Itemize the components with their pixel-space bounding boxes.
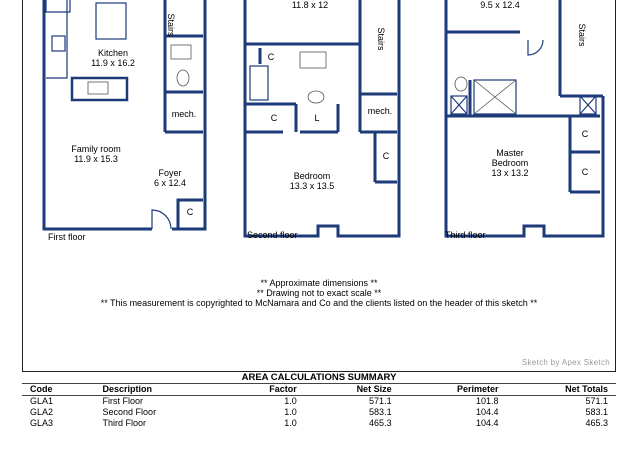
vanity xyxy=(300,52,326,68)
stairs-label: Stairs xyxy=(166,13,176,37)
room-dims: 13.3 x 13.5 xyxy=(289,181,335,191)
sketch-credit: Sketch by Apex Sketch xyxy=(521,358,610,367)
cell-net-size: 583.1 xyxy=(369,407,392,417)
cell-factor: 1.0 xyxy=(284,407,297,417)
table-row xyxy=(22,407,616,418)
note-copyright: ** This measurement is copyrighted to McNamara and Co and the clients listed on the header of this sketch ** xyxy=(100,298,538,308)
front-bedroom-dims: 11.8 x 12 xyxy=(291,0,329,10)
cell-perimeter: 104.4 xyxy=(476,418,499,428)
stairs-label: Stairs xyxy=(577,23,587,47)
column-header-perimeter: Perimeter xyxy=(400,384,507,396)
first-floor-label: First floor xyxy=(48,232,86,242)
coat-closet-label: C xyxy=(186,207,194,217)
area-summary xyxy=(22,372,616,429)
closet-label: C xyxy=(581,167,589,177)
closet-label: C xyxy=(581,129,589,139)
note-scale: ** Drawing not to exact scale ** xyxy=(256,288,382,298)
third-floor-label: Third floor xyxy=(445,230,486,240)
foyer-label xyxy=(140,168,200,188)
closet-label: C xyxy=(267,52,275,62)
room-name: Family room xyxy=(71,144,121,154)
upper-room-door-swing xyxy=(528,40,543,55)
column-header-description: Description xyxy=(95,384,224,396)
sketch-notes xyxy=(22,278,616,308)
table-row xyxy=(22,418,616,429)
column-header-code: Code xyxy=(22,384,95,396)
toilet xyxy=(308,91,324,103)
powder-sink xyxy=(171,45,191,59)
mech-label: mech. xyxy=(171,109,197,119)
cell-net-totals: 571.1 xyxy=(585,396,608,406)
kitchen-peninsula xyxy=(72,78,127,100)
cell-net-totals: 465.3 xyxy=(585,418,608,428)
front-room-dims: 9.5 x 12.4 xyxy=(480,0,520,10)
column-header-factor: Factor xyxy=(224,384,305,396)
cell-description: First Floor xyxy=(102,396,144,406)
cell-factor: 1.0 xyxy=(284,418,297,428)
room-dims: 13 x 13.2 xyxy=(491,168,529,178)
mech-label: mech. xyxy=(367,106,393,116)
area-table xyxy=(22,383,616,429)
toilet xyxy=(455,77,467,91)
cell-description: Third Floor xyxy=(102,418,147,428)
note-approximate: ** Approximate dimensions ** xyxy=(260,278,378,288)
room-dims: 11.9 x 16.2 xyxy=(91,58,135,68)
closet-label: C xyxy=(382,151,390,161)
column-header-net-size: Net Size xyxy=(305,384,400,396)
front-door-swing xyxy=(152,210,171,229)
family-room-label xyxy=(56,144,136,164)
room-dims: 6 x 12.4 xyxy=(153,178,187,188)
summary-title: AREA CALCULATIONS SUMMARY xyxy=(241,372,397,383)
bedroom-label xyxy=(272,171,352,191)
second-floor-label: Second floor xyxy=(247,230,298,240)
room-name: Kitchen xyxy=(97,48,129,58)
first-floor-outer-wall-left xyxy=(44,0,152,229)
cell-net-size: 465.3 xyxy=(369,418,392,428)
kitchen-range xyxy=(52,36,65,51)
cell-net-totals: 583.1 xyxy=(585,407,608,417)
room-name: Foyer xyxy=(158,168,182,178)
cell-net-size: 571.1 xyxy=(369,396,392,406)
kitchen-label xyxy=(74,48,152,68)
room-dims: 11.9 x 15.3 xyxy=(74,154,118,164)
room-name: Bedroom xyxy=(293,171,331,181)
kitchen-sink xyxy=(88,82,108,94)
column-header-net-totals: Net Totals xyxy=(507,384,616,396)
bathtub xyxy=(250,66,268,100)
cell-factor: 1.0 xyxy=(284,396,297,406)
room-name: Master Bedroom xyxy=(491,148,529,168)
kitchen-island xyxy=(96,3,126,39)
table-header-row xyxy=(22,384,616,396)
cell-code: GLA2 xyxy=(30,407,54,417)
stairs-label: Stairs xyxy=(376,27,386,51)
cell-code: GLA3 xyxy=(30,418,54,428)
cell-perimeter: 104.4 xyxy=(476,407,499,417)
linen-closet-label: L xyxy=(314,113,320,123)
cell-code: GLA1 xyxy=(30,396,54,406)
closet-label: C xyxy=(270,113,278,123)
cell-description: Second Floor xyxy=(102,407,157,417)
table-row xyxy=(22,396,616,408)
cell-perimeter: 101.8 xyxy=(476,396,499,406)
master-bedroom-label xyxy=(478,148,542,178)
powder-toilet xyxy=(177,70,189,86)
